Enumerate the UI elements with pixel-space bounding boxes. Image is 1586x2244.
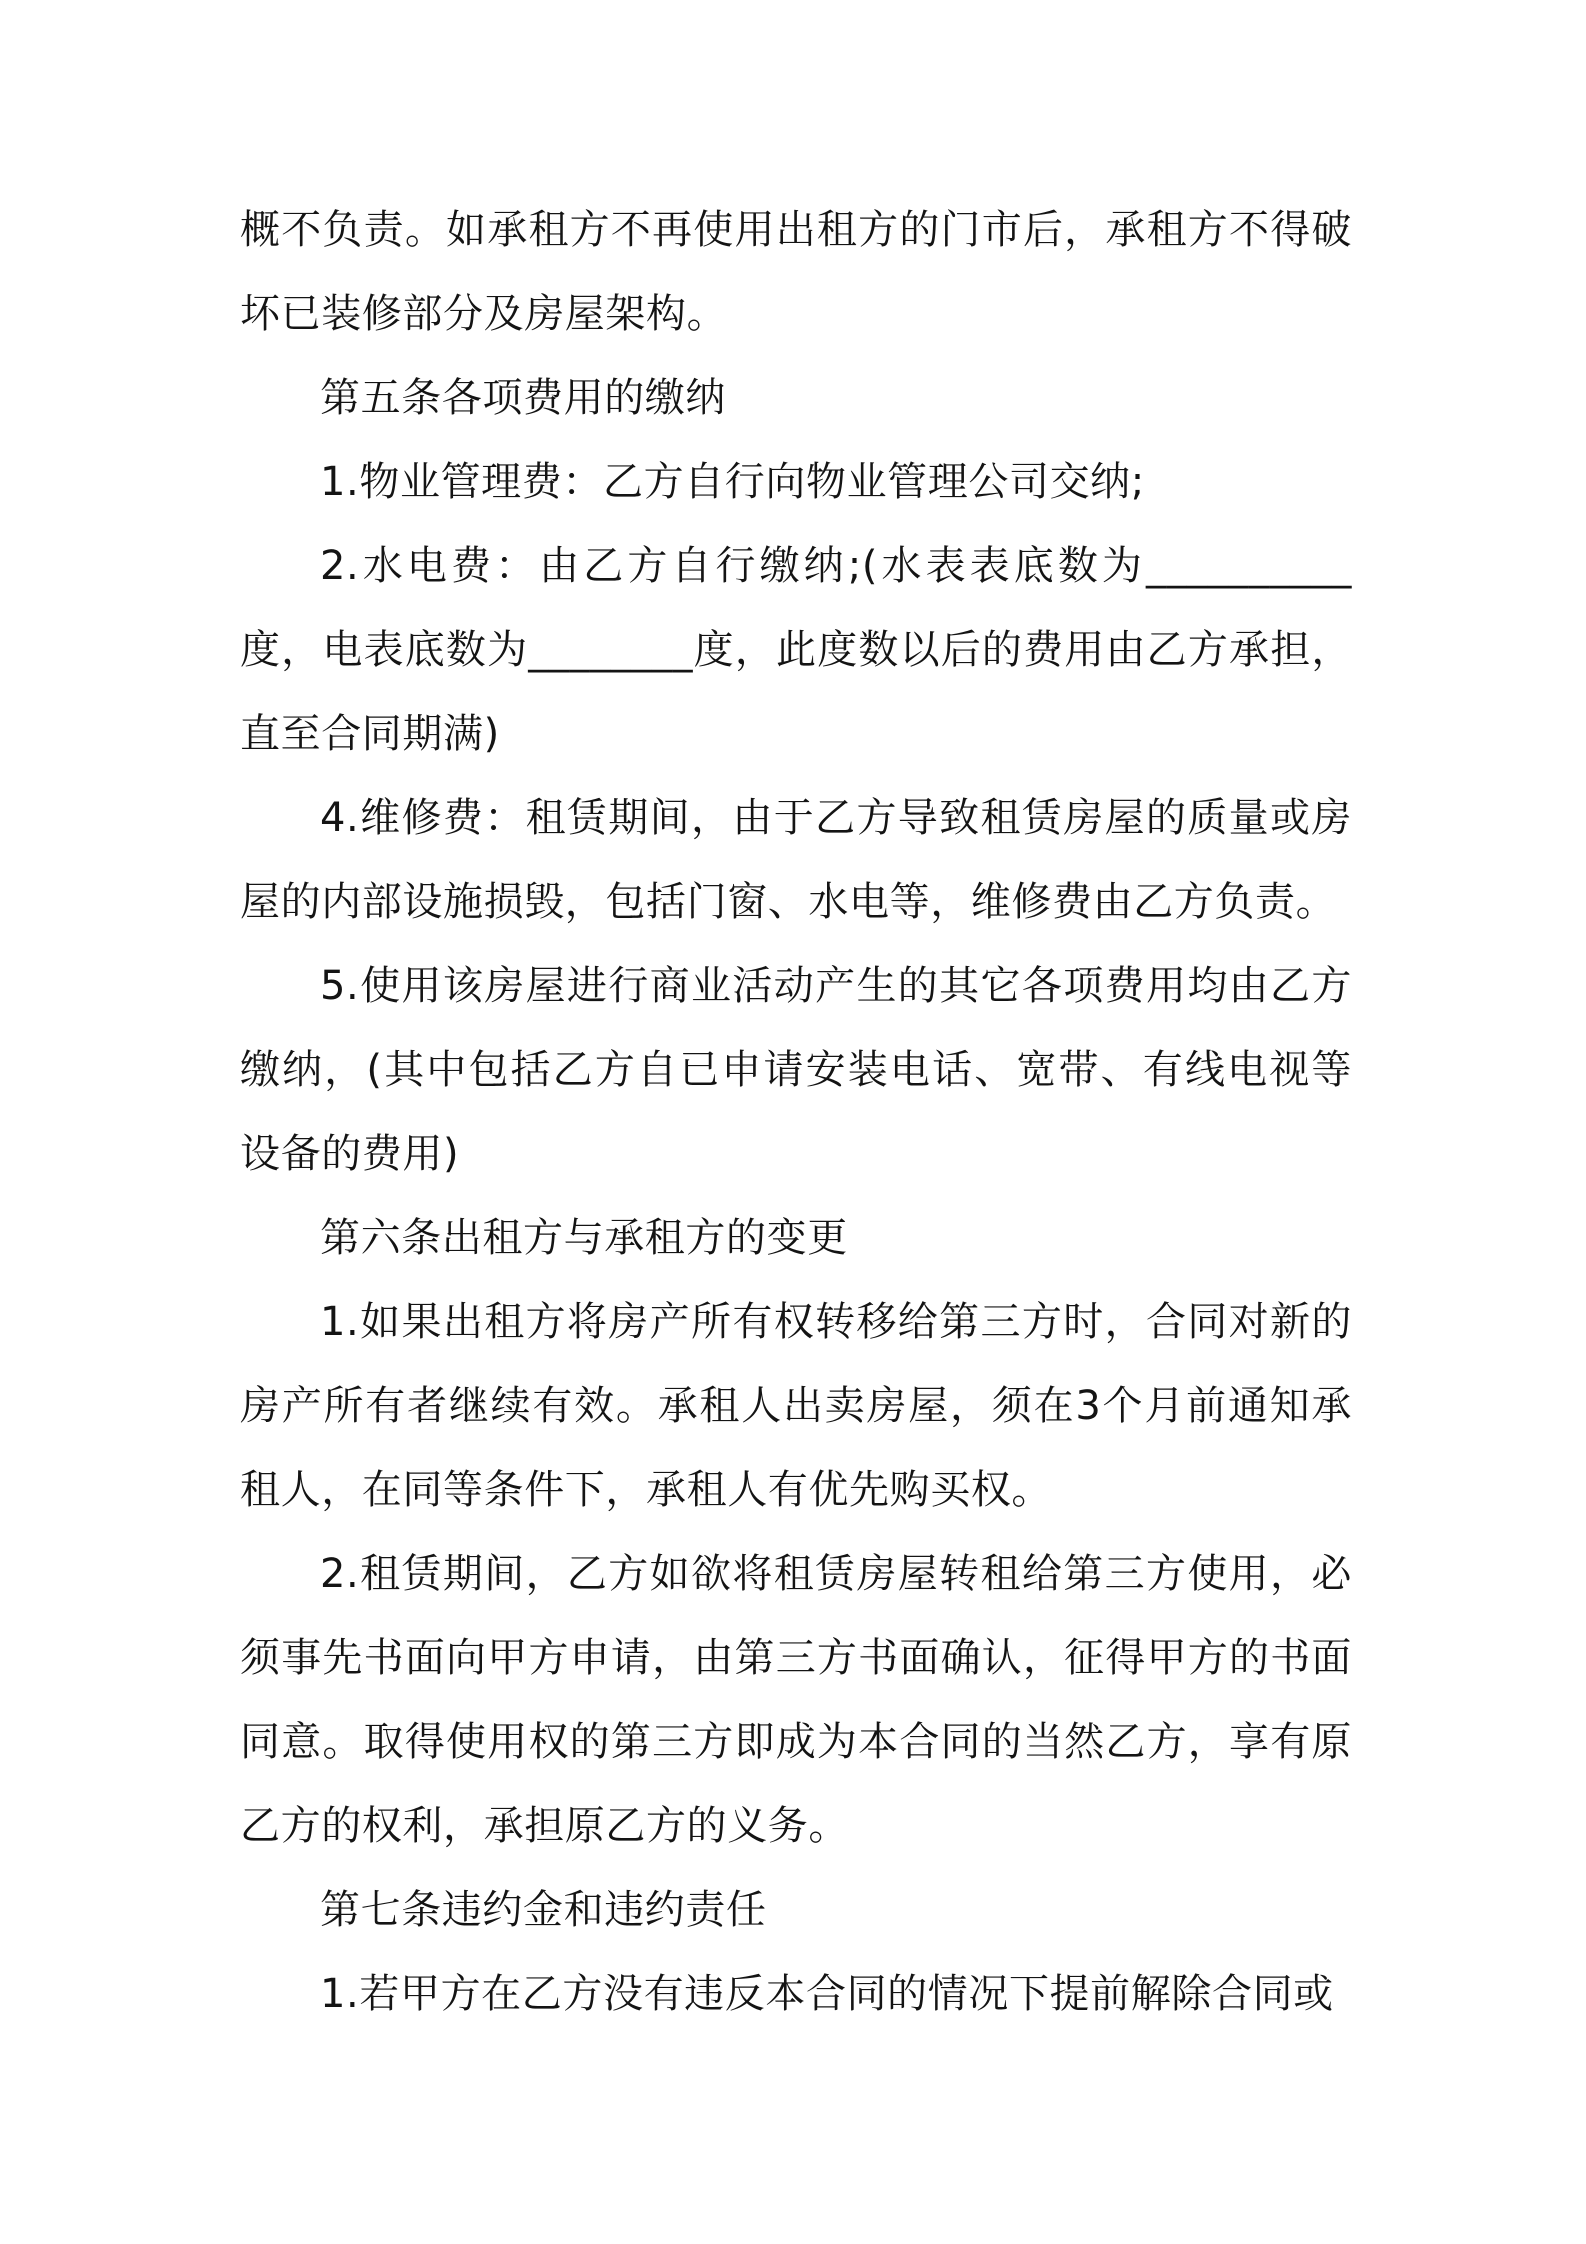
- sublease-clause: 2.租赁期间，乙方如欲将租赁房屋转租给第三方使用，必须事先书面向甲方申请，由第三方书面确认，征得甲方的书面同意。取得使用权的第三方即成为本合同的当然乙方，享有原乙方的权利，承担原乙方的义务。: [240, 1551, 1352, 1849]
- utilities-fee-clause: 2.水电费：由乙方自行缴纳;(水表表底数为__________度，电表底数为________度，此度数以后的费用由乙方承担，直至合同期满): [240, 543, 1352, 757]
- property-management-fee-clause: 1.物业管理费：乙方自行向物业管理公司交纳;: [320, 459, 1145, 505]
- article-7-heading: 第七条违约金和违约责任: [320, 1887, 767, 1933]
- paragraph-continuation: 概不负责。如承租方不再使用出租方的门市后，承租方不得破坏已装修部分及房屋架构。: [240, 207, 1352, 337]
- contract-text-body: [240, 188, 1352, 2036]
- maintenance-fee-clause: 4.维修费：租赁期间，由于乙方导致租赁房屋的质量或房屋的内部设施损毁，包括门窗、水电等，维修费由乙方负责。: [240, 795, 1352, 925]
- article-6-heading: 第六条出租方与承租方的变更: [320, 1215, 848, 1261]
- business-expenses-clause: 5.使用该房屋进行商业活动产生的其它各项费用均由乙方缴纳，(其中包括乙方自已申请安装电话、宽带、有线电视等设备的费用): [240, 963, 1352, 1177]
- article-5-heading: 第五条各项费用的缴纳: [320, 375, 726, 421]
- ownership-transfer-clause: 1.如果出租方将房产所有权转移给第三方时，合同对新的房产所有者继续有效。承租人出卖房屋，须在3个月前通知承租人，在同等条件下，承租人有优先购买权。: [240, 1299, 1352, 1513]
- early-termination-clause: 1.若甲方在乙方没有违反本合同的情况下提前解除合同或: [320, 1971, 1334, 2017]
